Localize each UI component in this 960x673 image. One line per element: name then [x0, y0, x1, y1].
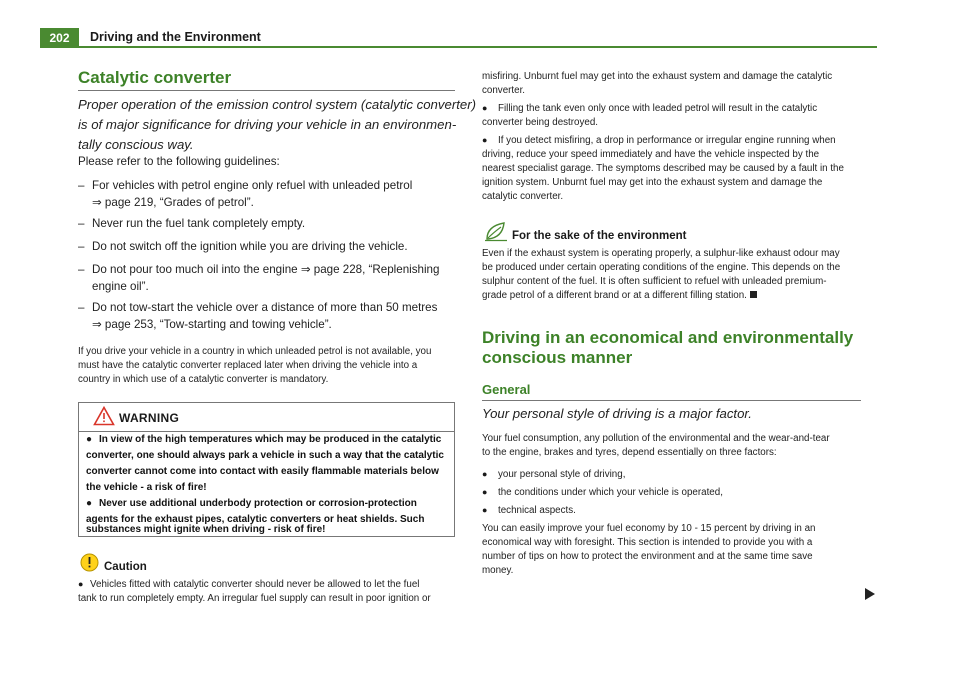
continued-text: misfiring. Unburnt fuel may get into the exhaust system and damage the catalytic	[482, 71, 833, 82]
bullet-icon: ●	[482, 135, 488, 145]
list-item-line: Never run the fuel tank completely empty.	[92, 217, 306, 230]
caution-text: tank to run completely empty. An irregular fuel supply can result in poor ignition or	[78, 593, 431, 604]
page-number: 202	[40, 28, 79, 48]
environment-text: sulphur content of the fuel. It is often sufficient to refuel with unleaded premium-	[482, 276, 827, 287]
section-heading: conscious manner	[482, 348, 633, 367]
bullet-text: converter being destroyed.	[482, 117, 598, 128]
bullet-icon: ●	[86, 434, 93, 445]
paragraph-text: number of tips on how to protect the environment and at the same time save	[482, 551, 813, 562]
bullet-icon: ●	[482, 505, 488, 515]
warning-title: WARNING	[119, 411, 180, 425]
heading-rule	[78, 90, 455, 91]
lead-line-1: Proper operation of the emission control system (catalytic converter)	[78, 97, 476, 112]
bullet-icon: ●	[482, 487, 488, 497]
page-link[interactable]: Do not pour too much oil into the engine ⇒ page 228, “Replenishing	[92, 263, 440, 276]
list-item-line: Do not tow-start the vehicle over a distance of more than 50 metres	[92, 301, 438, 314]
caution-text: Vehicles fitted with catalytic converter should never be allowed to let the fuel	[90, 579, 420, 590]
warning-text: agents for the exhaust pipes, catalytic converters or heat shields. Such	[86, 514, 425, 525]
list-item: – Do not tow-start the vehicle over a distance of more than 50 metres ⇒ page 253, “Tow-starting and towing vehicle”.	[78, 301, 438, 331]
warning-text: converter, one should always park a vehicle in such a way that the catalytic	[86, 450, 444, 461]
bullet-text: nearest specialist garage. The symptoms described may be caused by a fault in the	[482, 163, 844, 174]
warning-text: the vehicle - a risk of fire!	[86, 482, 207, 493]
note-line-1: If you drive your vehicle in a country in which unleaded petrol is not available, you	[78, 346, 432, 357]
bullet-icon: ●	[78, 579, 84, 589]
warning-triangle-icon	[93, 406, 115, 426]
lead-text: Your personal style of driving is a major factor.	[482, 406, 752, 421]
list-item: – Do not switch off the ignition while you are driving the vehicle.	[78, 240, 408, 253]
section-heading: Catalytic converter	[78, 68, 232, 87]
section-heading: Driving in an economical and environmentally	[482, 328, 854, 347]
paragraph-text: money.	[482, 565, 514, 576]
page-header	[40, 28, 877, 48]
warning-text: converter cannot come into contact with easily flammable materials below	[86, 466, 439, 477]
warning-text: substances might ignite when driving - risk of fire!	[86, 524, 326, 535]
bullet-text: If you detect misfiring, a drop in performance or irregular engine running when	[498, 135, 836, 146]
paragraph-text: You can easily improve your fuel economy by 10 - 15 percent by driving in an	[482, 523, 816, 534]
environment-leaf-icon	[484, 220, 508, 242]
intro-text: Please refer to the following guidelines:	[78, 155, 280, 168]
environment-text: be produced under certain operating conditions of the engine. This depends on the	[482, 262, 841, 273]
list-item-line: For vehicles with petrol engine only refuel with unleaded petrol	[92, 179, 413, 192]
note-line-2: must have the catalytic converter replaced later when driving the vehicle into a	[78, 360, 418, 371]
subheading-rule	[482, 400, 861, 401]
paragraph-text: economical way with foresight. This section is intended to provide you with a	[482, 537, 813, 548]
page-link[interactable]: ⇒ page 253, “Tow-starting and towing vehicle”.	[92, 318, 332, 331]
continued-text: converter.	[482, 85, 526, 96]
environment-text	[482, 289, 757, 303]
end-mark-icon	[750, 291, 757, 298]
bullet-icon: ●	[86, 498, 93, 509]
warning-text: In view of the high temperatures which may be produced in the catalytic	[99, 434, 442, 445]
paragraph-text: Your fuel consumption, any pollution of the environmental and the wear-and-tear	[482, 433, 830, 444]
environment-title: For the sake of the environment	[512, 230, 687, 242]
bullet-text: Filling the tank even only once with leaded petrol will result in the catalytic	[498, 103, 818, 114]
list-item: – Never run the fuel tank completely empty.	[78, 217, 306, 230]
bullet-text: driving, reduce your speed immediately and have the vehicle inspected by the	[482, 149, 820, 160]
list-item-line: Do not switch off the ignition while you are driving the vehicle.	[92, 240, 408, 253]
note-line-3: country in which use of a catalytic converter is mandatory.	[78, 374, 329, 385]
lead-line-3: tally conscious way.	[78, 137, 194, 152]
subheading: General	[482, 382, 531, 397]
bullet-icon: ●	[482, 103, 488, 113]
list-item: – Do not pour too much oil into the engine ⇒ page 228, “Replenishing engine oil”.	[78, 263, 440, 293]
warning-box	[78, 402, 455, 537]
list-item: – For vehicles with petrol engine only refuel with unleaded petrol ⇒ page 219, “Grades of petrol”.	[78, 179, 413, 209]
warning-header	[79, 403, 454, 432]
factor-item: your personal style of driving,	[498, 469, 626, 480]
caution-title: Caution	[104, 561, 147, 573]
next-page-arrow-icon[interactable]	[864, 587, 876, 601]
page-link[interactable]: ⇒ page 219, “Grades of petrol”.	[92, 196, 254, 209]
environment-text-line: grade petrol of a different brand or at a different filling station.	[482, 290, 747, 301]
paragraph-text: to the engine, brakes and tyres, depend essentially on three factors:	[482, 447, 777, 458]
running-title: Driving and the Environment	[90, 30, 261, 44]
factor-item: technical aspects.	[498, 505, 576, 516]
list-item-line: engine oil”.	[92, 280, 149, 293]
environment-text: Even if the exhaust system is operating properly, a sulphur-like exhaust odour may	[482, 248, 840, 259]
lead-line-2: is of major significance for driving your vehicle in an environmen-	[78, 117, 457, 132]
header-rule	[79, 46, 877, 48]
warning-text: Never use additional underbody protection or corrosion-protection	[99, 498, 417, 509]
factor-item: the conditions under which your vehicle is operated,	[498, 487, 723, 498]
caution-icon	[80, 553, 99, 572]
bullet-text: ignition system. Unburnt fuel may get into the exhaust system and damage the	[482, 177, 823, 188]
bullet-text: catalytic converter.	[482, 191, 564, 202]
bullet-icon: ●	[482, 469, 488, 479]
